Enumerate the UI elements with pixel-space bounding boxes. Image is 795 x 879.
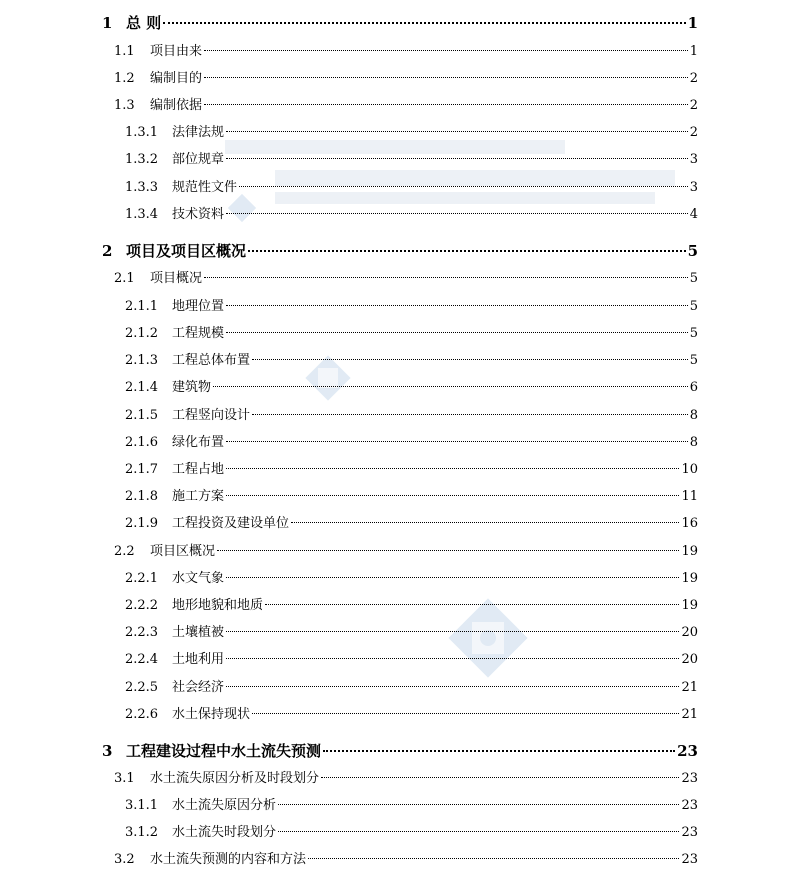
toc-entry-title: 土壤植被 [172,625,225,640]
toc-entry-number: 1.3.2 [125,152,159,167]
toc-entry-title: 水土流失预测的内容和方法 [150,852,307,867]
toc-dot-leader [278,804,679,805]
toc-entry-number: 1.3 [114,98,135,113]
toc-entry-title: 项目区概况 [150,544,216,559]
toc-entry-page: 20 [681,625,698,640]
toc-entry-page: 23 [677,742,698,760]
toc-entry-number: 3.2 [114,852,135,867]
toc-entry-page: 3 [689,180,698,195]
toc-entry-page: 16 [681,516,698,531]
toc-dot-leader [248,250,686,252]
toc-entry-page: 2 [689,98,698,113]
toc-entry-title: 技术资料 [172,207,225,222]
toc-entry[interactable] [125,485,698,504]
toc-entry-title: 项目由来 [150,44,203,59]
toc-entry-number: 2.2.5 [125,680,159,695]
toc-entry-number: 2.2.2 [125,598,159,613]
toc-entry[interactable] [114,848,698,867]
toc-entry-page: 8 [689,435,698,450]
toc-entry-number: 2.2 [114,544,135,559]
toc-entry-page: 5 [689,271,698,286]
toc-entry-title: 社会经济 [172,680,225,695]
toc-entry-title: 工程投资及建设单位 [172,516,290,531]
toc-entry[interactable] [102,740,698,761]
toc-dot-leader [239,186,688,187]
toc-entry-title: 部位规章 [172,152,225,167]
toc-dot-leader [226,441,688,442]
toc-entry-page: 5 [689,299,698,314]
toc-entry[interactable] [114,767,698,786]
toc-entry-title: 绿化布置 [172,435,225,450]
toc-dot-leader [252,713,679,714]
toc-dot-leader [291,522,679,523]
toc-entry[interactable] [102,12,698,33]
toc-dot-leader [226,131,688,132]
toc-entry-title: 工程规模 [172,326,225,341]
toc-entry[interactable] [125,176,698,195]
toc-dot-leader [163,22,685,24]
toc-entry-title: 法律法规 [172,125,225,140]
toc-entry-page: 21 [681,707,698,722]
toc-entry-number: 2.2.6 [125,707,159,722]
toc-entry-title: 水文气象 [172,571,225,586]
toc-entry-page: 5 [689,326,698,341]
toc-dot-leader [252,359,688,360]
toc-entry[interactable] [125,594,698,613]
toc-entry[interactable] [125,794,698,813]
toc-dot-leader [226,305,688,306]
toc-entry-title: 编制目的 [150,71,203,86]
toc-entry[interactable] [125,295,698,314]
toc-entry-title: 总 则 [126,14,162,32]
toc-entry-title: 编制依据 [150,98,203,113]
toc-dot-leader [252,414,688,415]
toc-entry[interactable] [125,431,698,450]
toc-entry-number: 2.1.8 [125,489,159,504]
toc-entry-title: 水土保持现状 [172,707,251,722]
toc-entry-number: 2 [102,242,113,260]
toc-dot-leader [226,213,688,214]
toc-entry-number: 1.3.4 [125,207,159,222]
toc-entry-number: 1.3.1 [125,125,159,140]
toc-entry-title: 土地利用 [172,652,225,667]
toc-dot-leader [204,104,688,105]
toc-dot-leader [226,631,679,632]
toc-entry[interactable] [125,322,698,341]
toc-entry-page: 8 [689,408,698,423]
toc-entry-title: 工程竖向设计 [172,408,251,423]
toc-entry-page: 5 [689,353,698,368]
toc-entry-title: 项目及项目区概况 [126,242,247,260]
toc-entry[interactable] [125,121,698,140]
toc-dot-leader [226,468,679,469]
toc-entry-page: 19 [681,571,698,586]
toc-entry-page: 6 [689,380,698,395]
toc-entry-number: 1 [102,14,113,32]
toc-entry[interactable] [125,676,698,695]
toc-entry-page: 1 [689,44,698,59]
toc-dot-leader [226,686,679,687]
toc-dot-leader [308,858,679,859]
toc-entry-page: 23 [681,771,698,786]
toc-entry[interactable] [125,376,698,395]
toc-entry-number: 2.1.6 [125,435,159,450]
toc-entry[interactable] [125,404,698,423]
toc-entry-number: 3.1.1 [125,798,159,813]
toc-entry[interactable] [125,703,698,722]
toc-entry-title: 工程建设过程中水土流失预测 [126,742,322,760]
toc-entry-title: 施工方案 [172,489,225,504]
toc-dot-leader [323,750,675,752]
toc-entry[interactable] [125,821,698,840]
toc-entry-number: 3.1.2 [125,825,159,840]
toc-entry-number: 2.1.2 [125,326,159,341]
toc-entry-page: 2 [689,125,698,140]
toc-entry-title: 工程占地 [172,462,225,477]
toc-entry-page: 4 [689,207,698,222]
toc-dot-leader [226,577,679,578]
toc-entry-number: 1.2 [114,71,135,86]
toc-entry[interactable] [125,621,698,640]
toc-entry-page: 19 [681,544,698,559]
toc-entry-number: 3 [102,742,113,760]
toc-entry-title: 水土流失原因分析 [172,798,277,813]
toc-entry-page: 20 [681,652,698,667]
toc-entry-title: 水土流失时段划分 [172,825,277,840]
toc-entry-number: 2.2.3 [125,625,159,640]
toc-entry[interactable] [114,94,698,113]
toc-entry-title: 水土流失原因分析及时段划分 [150,771,320,786]
toc-dot-leader [226,658,679,659]
toc-dot-leader [265,604,679,605]
toc-entry-number: 2.1.3 [125,353,159,368]
toc-dot-leader [226,158,688,159]
toc-dot-leader [204,50,688,51]
toc-entry-number: 1.3.3 [125,180,159,195]
toc-dot-leader [226,332,688,333]
toc-entry-page: 1 [687,14,698,32]
toc-dot-leader [321,777,679,778]
toc-entry-number: 2.1.7 [125,462,159,477]
toc-entry[interactable] [125,567,698,586]
toc-entry-page: 3 [689,152,698,167]
toc-entry[interactable] [125,512,698,531]
toc-dot-leader [204,277,688,278]
toc-entry-page: 23 [681,798,698,813]
toc-entry[interactable] [114,267,698,286]
toc-entry-number: 2.1.5 [125,408,159,423]
toc-entry-number: 3.1 [114,771,135,786]
toc-entry-number: 1.1 [114,44,135,59]
toc-entry[interactable] [125,148,698,167]
toc-dot-leader [217,550,679,551]
toc-entry-page: 21 [681,680,698,695]
toc-entry[interactable] [125,203,698,222]
toc-dot-leader [226,495,679,496]
toc-entry-number: 2.1.1 [125,299,159,314]
toc-entry-page: 10 [681,462,698,477]
toc-entry-number: 2.2.1 [125,571,159,586]
toc-entry-title: 工程总体布置 [172,353,251,368]
toc-entry-number: 2.1.4 [125,380,159,395]
toc-entry-page: 2 [689,71,698,86]
toc-entry-page: 5 [687,242,698,260]
toc-entry-number: 2.1.9 [125,516,159,531]
toc-entry-title: 项目概况 [150,271,203,286]
toc-entry-page: 11 [681,489,698,504]
toc-entry[interactable] [125,349,698,368]
toc-entry-page: 23 [681,852,698,867]
toc-entry[interactable] [114,67,698,86]
toc-entry-title: 建筑物 [172,380,212,395]
toc-dot-leader [278,831,679,832]
toc-entry-number: 2.1 [114,271,135,286]
toc-dot-leader [204,77,688,78]
toc-entry[interactable] [125,648,698,667]
toc-dot-leader [213,386,688,387]
toc-entry-page: 23 [681,825,698,840]
toc-entry[interactable] [125,458,698,477]
toc-entry-title: 地形地貌和地质 [172,598,264,613]
toc-entry[interactable] [114,40,698,59]
toc-entry-title: 规范性文件 [172,180,238,195]
toc-entry-number: 2.2.4 [125,652,159,667]
toc-entry[interactable] [114,540,698,559]
toc-entry[interactable] [102,240,698,261]
toc-entry-page: 19 [681,598,698,613]
toc-entry-title: 地理位置 [172,299,225,314]
